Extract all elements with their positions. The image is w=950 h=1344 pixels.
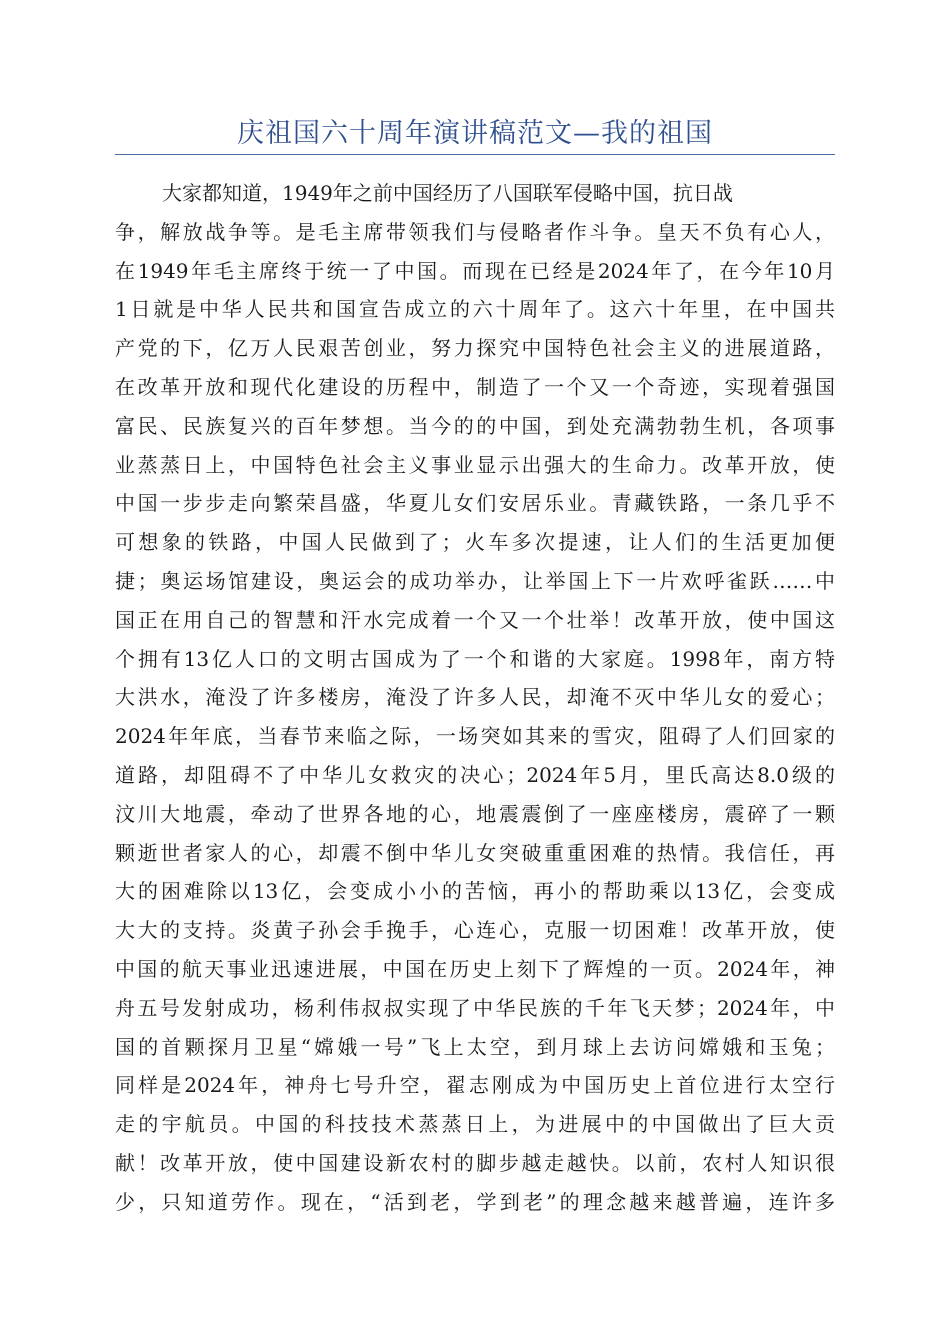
text-line: 颗逝世者家人的心，却震不倒中华儿女突破重重困难的热情。我信任，再 [115,840,835,865]
document-title: 庆祖国六十周年演讲稿范文—我的祖国 [237,118,713,149]
body-paragraph [115,174,835,1222]
text-line: 舟五号发射成功，杨利伟叔叔实现了中华民族的千年飞天梦；2024年，中 [115,995,835,1020]
text-line: 汶川大地震，牵动了世界各地的心，地震震倒了一座座楼房，震碎了一颗 [115,801,835,826]
text-line: 大的困难除以13亿，会变成小小的苦恼，再小的帮助乘以13亿，会变成 [115,879,835,904]
text-line: 业蒸蒸日上，中国特色社会主义事业显示出强大的生命力。改革开放，使 [115,452,835,477]
text-line: 争，解放战争等。是毛主席带领我们与侵略者作斗争。皇天不负有心人， [115,219,835,244]
text-line: 大家都知道，1949年之前中国经历了八国联军侵略中国，抗日战 [162,181,733,205]
text-line: 中国的航天事业迅速进展，中国在历史上刻下了辉煌的一页。2024年，神 [115,956,835,981]
text-line: 献！改革开放，使中国建设新农村的脚步越走越快。以前，农村人知识很 [115,1150,835,1175]
text-line: 少，只知道劳作。现在，“活到老，学到老”的理念越来越普遍，连许多 [115,1189,835,1214]
text-line: 同样是2024年，神舟七号升空，翟志刚成为中国历史上首位进行太空行 [115,1073,835,1098]
text-line: 道路，却阻碍不了中华儿女救灾的决心；2024年5月，里氏高达8.0级的 [115,762,835,787]
text-line: 国正在用自己的智慧和汗水完成着一个又一个壮举！改革开放，使中国这 [115,607,835,632]
text-line: 国的首颗探月卫星“嫦娥一号”飞上太空，到月球上去访问嫦娥和玉兔； [115,1034,835,1059]
text-line: 富民、民族复兴的百年梦想。当今的的中国，到处充满勃勃生机，各项事 [115,413,835,438]
title-underline [115,154,835,155]
text-line: 大大的支持。炎黄子孙会手挽手，心连心，克服一切困难！改革开放，使 [115,918,835,943]
text-line: 捷；奥运场馆建设，奥运会的成功举办，让举国上下一片欢呼雀跃……中 [115,568,835,593]
text-line: 2024年年底，当春节来临之际，一场突如其来的雪灾，阻碍了人们回家的 [115,724,835,749]
text-line: 中国一步步走向繁荣昌盛，华夏儿女们安居乐业。青藏铁路，一条几乎不 [115,491,835,516]
text-line: 产党的下，亿万人民艰苦创业，努力探究中国特色社会主义的进展道路， [115,336,835,361]
text-line: 个拥有13亿人口的文明古国成为了一个和谐的大家庭。1998年，南方特 [115,646,835,671]
text-line: 1日就是中华人民共和国宣告成立的六十周年了。这六十年里，在中国共 [115,297,835,322]
text-line: 大洪水，淹没了许多楼房，淹没了许多人民，却淹不灭中华儿女的爱心； [115,685,835,710]
text-line: 可想象的铁路，中国人民做到了；火车多次提速，让人们的生活更加便 [115,530,835,555]
text-line: 在1949年毛主席终于统一了中国。而现在已经是2024年了，在今年10月 [115,258,835,283]
text-line: 走的宇航员。中国的科技技术蒸蒸日上，为进展中的中国做出了巨大贡 [115,1112,835,1137]
text-line: 在改革开放和现代化建设的历程中，制造了一个又一个奇迹，实现着强国 [115,374,835,399]
